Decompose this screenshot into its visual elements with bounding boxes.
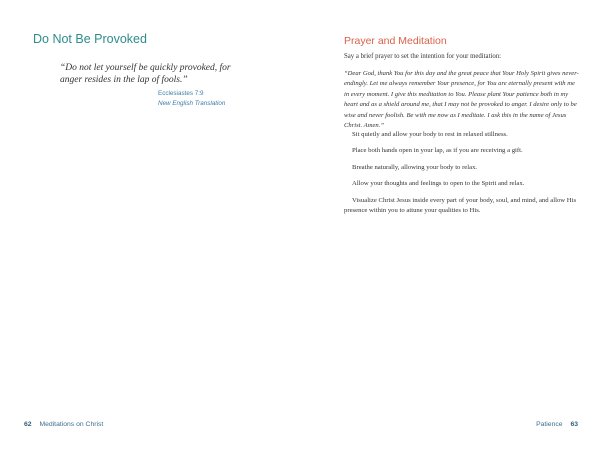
page-number: 62 [24, 421, 32, 428]
left-footer [24, 421, 103, 428]
meditation-step: Sit quietly and allow your body to rest in relaxed stillness. [352, 131, 508, 138]
epigraph-quote: “Do not let yourself be quickly provoked, for anger resides in the lap of fools.” [60, 63, 231, 85]
meditation-steps [344, 130, 580, 222]
scripture-reference: Ecclesiastes 7:9 [158, 90, 204, 97]
section-name: Patience [536, 421, 563, 428]
intro-text: Say a brief prayer to set the intention for your meditation: [344, 53, 502, 60]
prayer-text: “Dear God, thank You for this day and the great peace that Your Holy Spirit gives never-endingly. Let me always remember Your presence, for You are eternally present with me in every moment. I give this meditation to You. Please plant Your patience both in my heart and as a shield around me, that I may not be provoked to anger. I desire only to be wise and never foolish. Be with me now as I meditate. I ask this in the name of Jesus Christ. Amen.” [344, 70, 579, 130]
bible-translation: New English Translation [158, 100, 226, 107]
section-heading: Prayer and Meditation [344, 35, 447, 47]
right-page [300, 0, 600, 450]
meditation-step: Visualize Christ Jesus inside every part of your body, soul, and mind, and allow His presence within you to attune your qualities to His. [344, 196, 577, 215]
page-title: Do Not Be Provoked [33, 32, 147, 46]
epigraph-citation [158, 89, 225, 109]
meditation-step: Place both hands open in your lap, as if you are receiving a gift. [352, 147, 523, 155]
page-number: 63 [570, 421, 578, 428]
meditation-step: Breathe naturally, allowing your body to relax. [352, 163, 478, 171]
right-footer [536, 421, 578, 428]
meditation-step: Allow your thoughts and feelings to open to the Spirit and relax. [352, 180, 525, 188]
book-title: Meditations on Christ [39, 421, 104, 428]
